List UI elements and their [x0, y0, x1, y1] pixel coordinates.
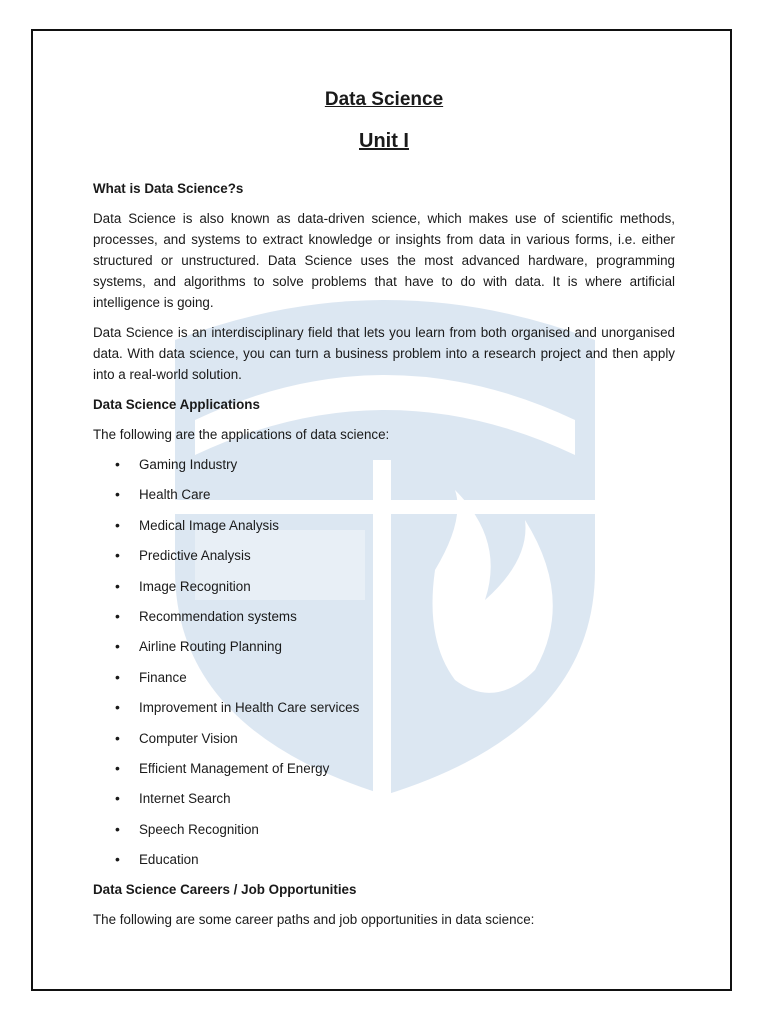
section-heading-careers: Data Science Careers / Job Opportunities: [93, 882, 357, 898]
bullet-icon: •: [115, 759, 120, 776]
list-item: [93, 819, 675, 849]
bullet-icon: •: [115, 577, 120, 594]
bullet-icon: •: [115, 547, 120, 564]
list-item-label: Health Care: [139, 487, 211, 503]
bullet-icon: •: [115, 516, 120, 533]
list-item-label: Improvement in Health Care services: [139, 700, 360, 716]
paragraph-definition: Data Science is also known as data-driven science, which makes use of scientific methods, processes, and systems to extract knowledge or insights from data in various forms, i.e. either structured or unstructured. Data Science uses the most advanced hardware, programming systems, and algorithms to solve problems that have to do with data. It is where artificial intelligence is going.: [93, 211, 675, 310]
bullet-icon: •: [115, 668, 120, 685]
list-item: [93, 545, 675, 575]
list-item: [93, 667, 675, 697]
document-title: Data Science: [324, 89, 444, 110]
list-item-label: Airline Routing Planning: [139, 639, 282, 655]
bullet-icon: •: [115, 486, 120, 503]
bullet-icon: •: [115, 699, 120, 716]
unit-title: Unit I: [359, 130, 409, 152]
bullet-icon: •: [115, 851, 120, 868]
bullet-icon: •: [115, 729, 120, 746]
list-item: [93, 576, 675, 606]
list-item: [93, 636, 675, 666]
list-item-label: Recommendation systems: [139, 608, 297, 624]
list-item-label: Image Recognition: [139, 578, 251, 594]
bullet-icon: •: [115, 607, 120, 624]
list-item-label: Predictive Analysis: [139, 548, 251, 564]
section-heading-applications: Data Science Applications: [93, 397, 260, 412]
list-item-label: Efficient Management of Energy: [139, 760, 330, 776]
applications-list: [93, 454, 675, 879]
list-item: [93, 515, 675, 545]
list-item-label: Speech Recognition: [139, 821, 259, 837]
list-item: [93, 606, 675, 636]
careers-intro: The following are some career paths and job opportunities in data science:: [93, 912, 535, 928]
list-item-label: Education: [139, 852, 199, 868]
applications-intro: The following are the applications of data science:: [93, 427, 390, 442]
list-item-label: Gaming Industry: [139, 457, 238, 472]
bullet-icon: •: [115, 456, 120, 472]
list-item: [93, 788, 675, 818]
list-item: [93, 697, 675, 727]
bullet-icon: •: [115, 820, 120, 837]
bullet-icon: •: [115, 638, 120, 655]
bullet-icon: •: [115, 790, 120, 807]
list-item-label: Finance: [139, 669, 187, 685]
list-item: [93, 728, 675, 758]
list-item-label: Internet Search: [139, 791, 231, 807]
document-content: [93, 85, 675, 930]
list-item: [93, 484, 675, 514]
list-item: [93, 758, 675, 788]
list-item: [93, 454, 675, 484]
paragraph-interdisciplinary: Data Science is an interdisciplinary field that lets you learn from both organised and unorganised data. With data science, you can turn a business problem into a research project and then apply into a real-world solution.: [93, 325, 675, 382]
list-item: [93, 849, 675, 879]
list-item-label: Medical Image Analysis: [139, 517, 279, 533]
list-item-label: Computer Vision: [139, 730, 238, 746]
section-heading-what-is: What is Data Science?s: [93, 181, 244, 196]
